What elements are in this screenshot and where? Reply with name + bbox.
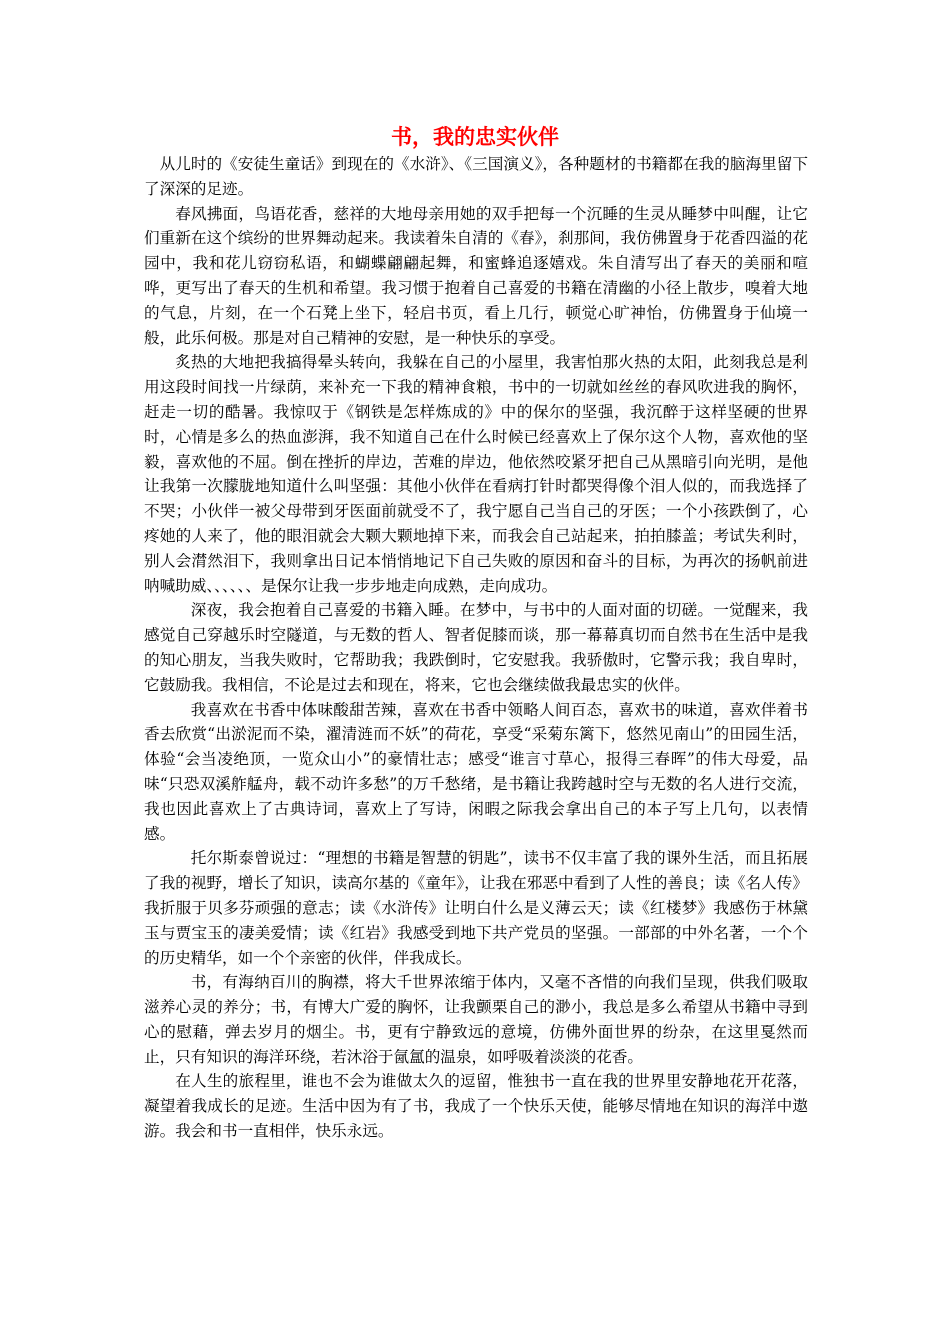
paragraph-5: 我喜欢在书香中体味酸甜苦辣，喜欢在书香中领略人间百态，喜欢书的味道，喜欢伴着书香去欣赏“出淤泥而不染，濯清涟而不妖”的荷花，享受“采菊东篱下，悠然见南山”的田园生活，体验“会当凌绝顶，一览众山小”的豪情壮志；感受“谁言寸草心，报得三春晖”的伟大母爱，品味“只恐双溪舴艋舟，载不动许多愁”的万千愁绪，是书籍让我跨越时空与无数的名人进行交流，我也因此喜欢上了古典诗词，喜欢上了写诗，闲暇之际我会拿出自己的本子写上几句，以表情感。 [144,700,808,843]
paragraph-3: 炙热的大地把我搞得晕头转向，我躲在自己的小屋里，我害怕那火热的太阳，此刻我总是利用这段时间找一片绿荫，来补充一下我的精神食粮，书中的一切就如丝丝的春风吹进我的胸怀，赶走一切的酷暑。我惊叹于《钢铁是怎样炼成的》中的保尔的坚强，我沉醉于这样坚硬的世界时，心情是多么的热血澎湃，我不知道自己在什么时候已经喜欢上了保尔这个人物，喜欢他的坚毅，喜欢他的不屈。倒在挫折的岸边，苦难的岸边，他依然咬紧牙把自己从黑暗引向光明，是他让我第一次朦胧地知道什么叫坚强：其他小伙伴在看病打针时都哭得像个泪人似的，而我选择了不哭；小伙伴一被父母带到牙医面前就受不了，我宁愿自己当自己的牙医；一个小孩跌倒了，心疼她的人来了，他的眼泪就会大颗大颗地掉下来，而我会自己站起来，拍拍膝盖；考试失利时，别人会潸然泪下，我则拿出日记本悄悄地记下自己失败的原因和奋斗的目标，为再次的扬帆前进呐喊助威、、、、、、是保尔让我一步步地走向成熟，走向成功。 [144,353,808,595]
paragraph-8: 在人生的旅程里，谁也不会为谁做太久的逗留，惟独书一直在我的世界里安静地花开花落，凝望着我成长的足迹。生活中因为有了书，我成了一个快乐天使，能够尽情地在知识的海洋中遨游。我会和书一直相伴，快乐永远。 [144,1072,808,1141]
paragraph-4: 深夜，我会抱着自己喜爱的书籍入睡。在梦中，与书中的人面对面的切磋。一觉醒来，我感觉自己穿越乐时空隧道，与无数的哲人、智者促膝而谈，那一幕幕真切而自然书在生活中是我的知心朋友，当我失败时，它帮助我；我跌倒时，它安慰我。我骄傲时，它警示我；我自卑时，它鼓励我。我相信，不论是过去和现在，将来，它也会继续做我最忠实的伙伴。 [144,601,808,694]
paragraph-2: 春风拂面，鸟语花香，慈祥的大地母亲用她的双手把每一个沉睡的生灵从睡梦中叫醒，让它们重新在这个缤纷的世界舞动起来。我读着朱自清的《春》，刹那间，我仿佛置身于花香四溢的花园中，我和花儿窃窃私语，和蝴蝶翩翩起舞，和蜜蜂追逐嬉戏。朱自清写出了春天的美丽和喧哗，更写出了春天的生机和希望。我习惯于抱着自己喜爱的书籍在清幽的小径上散步，嗅着大地的气息，片刻，在一个石凳上坐下，轻启书页，看上几行，顿觉心旷神怡，仿佛置身于仙境一般，此乐何极。那是对自己精神的安慰，是一种快乐的享受。 [144,204,808,347]
paragraph-6: 托尔斯泰曾说过：“理想的书籍是智慧的钥匙”，读书不仅丰富了我的课外生活，而且拓展了我的视野，增长了知识，读高尔基的《童年》，让我在邪恶中看到了人性的善良；读《名人传》我折服于贝多芬顽强的意志；读《水浒传》让明白什么是义薄云天；读《红楼梦》我感伤于林黛玉与贾宝玉的凄美爱情；读《红岩》我感受到地下共产党员的坚强。一部部的中外名著，一个个的历史精华，如一个个亲密的伙伴，伴我成长。 [144,849,808,967]
document-title: 书，我的忠实伙伴 [391,125,559,149]
paragraph-7: 书，有海纳百川的胸襟，将大千世界浓缩于体内，又毫不吝惜的向我们呈现，供我们吸取滋养心灵的养分；书，有博大广爱的胸怀，让我颤栗自己的渺小，我总是多么希望从书籍中寻到心的慰藉，弹去岁月的烟尘。书，更有宁静致远的意境，仿佛外面世界的纷杂，在这里戛然而止，只有知识的海洋环绕，若沐浴于氤氲的温泉，如呼吸着淡淡的花香。 [144,973,808,1066]
paragraph-1: 从儿时的《安徒生童话》到现在的《水浒》、《三国演义》，各种题材的书籍都在我的脑海里留下了深深的足迹。 [144,155,808,198]
document-body [144,152,808,1144]
